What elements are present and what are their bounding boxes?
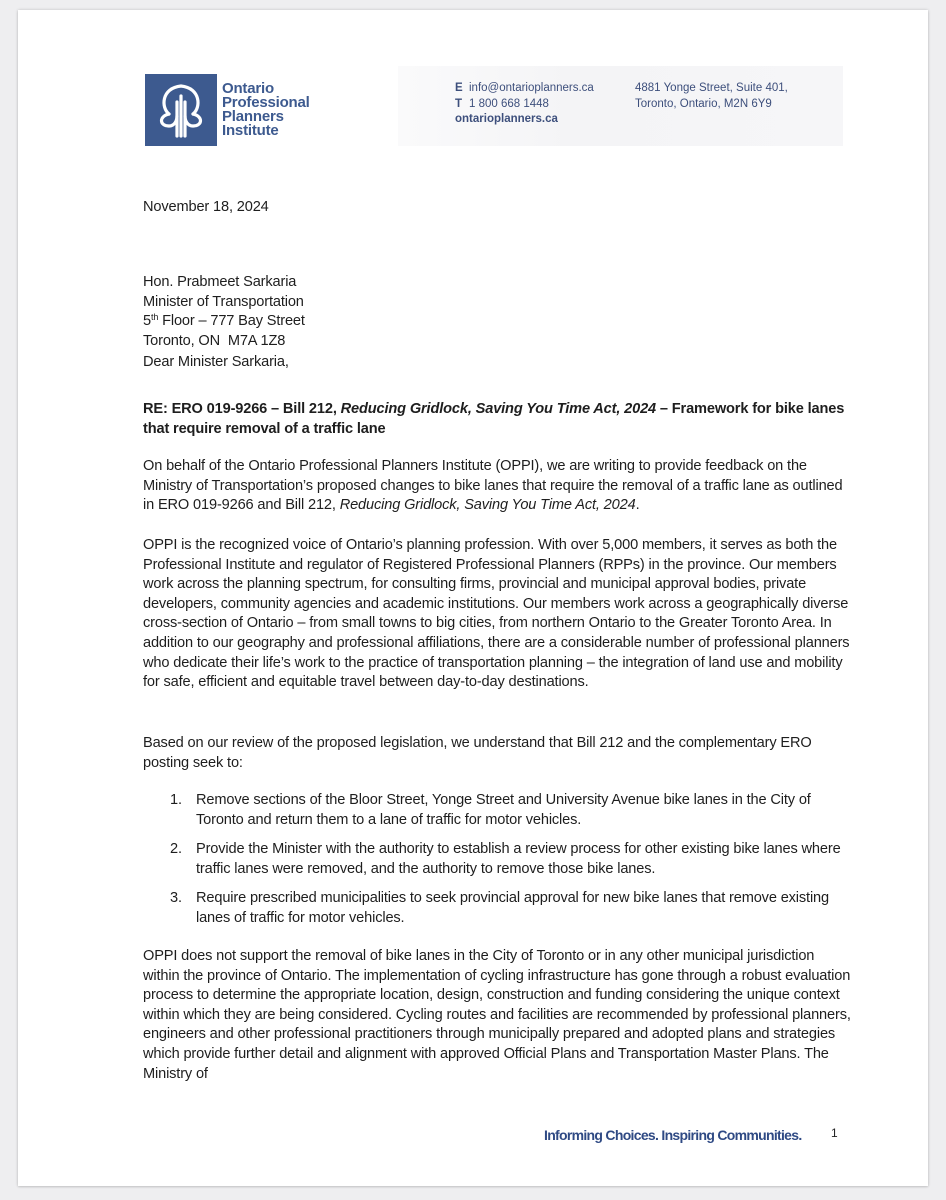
logo-text-line: Planners xyxy=(222,108,284,125)
floor-number: 5 xyxy=(143,313,151,330)
contact-details xyxy=(455,81,594,128)
subject-act-title: Reducing Gridlock, Saving You Time Act, 2024 xyxy=(340,401,657,417)
oppi-logo-icon xyxy=(145,74,217,146)
letter-page xyxy=(18,10,928,1186)
list-item-text: Require prescribed municipalities to seek provincial approval for new bike lanes that remove existing lanes of traffic for motor vehicles. xyxy=(196,890,829,926)
recipient-name: Hon. Prabmeet Sarkaria xyxy=(143,274,297,290)
org-address-line2: Toronto, Ontario, M2N 6Y9 xyxy=(635,97,772,110)
list-item-number: 2. xyxy=(170,841,182,858)
paragraph-review: Based on our review of the proposed legislation, we understand that Bill 212 and the complementary ERO posting seek to: xyxy=(143,735,812,771)
phone-number: 1 800 668 1448 xyxy=(469,97,549,110)
logo-text-line: Institute xyxy=(222,122,279,139)
paragraph-intro xyxy=(143,457,853,516)
paragraph-intro-act-title: Reducing Gridlock, Saving You Time Act, 2024 xyxy=(339,497,636,514)
floor-ordinal: th xyxy=(150,312,159,323)
email-link[interactable]: info@ontarioplanners.ca xyxy=(469,82,594,94)
letter-date: November 18, 2024 xyxy=(143,199,269,215)
phone-line xyxy=(455,97,594,113)
list-item xyxy=(170,889,850,928)
footer-tagline: Informing Choices. Inspiring Communities. xyxy=(544,1127,802,1143)
salutation: Dear Minister Sarkaria, xyxy=(143,354,289,370)
subject-suffix: – Framework for bike lanes that require removal of a traffic lane xyxy=(143,401,845,437)
street-address: Floor – 777 Bay Street xyxy=(158,313,305,330)
paragraph-intro-text: On behalf of the Ontario Professional Planners Institute (OPPI), we are writing to provide feedback on the Ministry of Transportation’s proposed changes to bike lanes that require the removal of a traffic lane as outlined in ERO 019-9266 and Bill 212, xyxy=(143,458,843,514)
subject-prefix: RE: ERO 019-9266 – Bill 212, xyxy=(143,401,341,417)
list-item-number: 1. xyxy=(170,792,182,808)
org-address-line1: 4881 Yonge Street, Suite 401, xyxy=(635,82,788,94)
recipient-address xyxy=(143,273,853,351)
recipient-title: Minister of Transportation xyxy=(143,293,304,310)
paragraph-intro-end: . xyxy=(635,497,640,514)
list-item-text: Provide the Minister with the authority to establish a review process for other existing bike lanes where traffic lanes were removed, and the authority to remove those bike lanes. xyxy=(196,841,841,877)
paragraph-position: OPPI does not support the removal of bike lanes in the City of Toronto or in any other municipal jurisdiction within the province of Ontario. The implementation of cycling infrastructure has gone through a robust evaluation process to determine the appropriate location, design, construction and funding considering the unique context within which they are being considered. Cycling routes and facilities are recommended by professional planners, engineers and other professional practitioners through municipally prepared and adopted plans and strategies which provide further detail and alignment with approved Official Plans and Transportation Master Plans. The Ministry of xyxy=(143,948,851,1082)
list-item xyxy=(170,840,850,879)
email-label: E xyxy=(455,82,463,94)
list-item-number: 3. xyxy=(170,890,182,907)
subject-line xyxy=(143,400,853,439)
logo-text-line: Professional xyxy=(222,94,310,111)
logo-text-line: Ontario xyxy=(222,80,274,97)
bill-provisions-list xyxy=(170,791,850,939)
phone-label: T xyxy=(455,97,463,110)
list-item xyxy=(170,791,850,830)
email-line xyxy=(455,81,594,97)
recipient-street xyxy=(143,312,853,332)
page-number: 1 xyxy=(831,1126,838,1140)
org-address xyxy=(635,81,788,112)
paragraph-about-oppi: OPPI is the recognized voice of Ontario’s planning profession. With over 5,000 members, it serves as both the Professional Institute and regulator of Registered Professional Planners (RPPs) in the province. Our members work across the planning spectrum, for consulting firms, provincial and municipal approval bodies, private developers, community agencies and academic institutions. Our members work across a geographically diverse cross-section of Ontario – from small towns to big cities, from northern Ontario to the Greater Toronto Area. In addition to our geography and professional affiliations, there are a considerable number of professional planners who dedicate their life’s work to the practice of transportation planning – the integration of land use and mobility for safe, efficient and equitable travel between day-to-day destinations. xyxy=(143,537,850,691)
recipient-city: Toronto, ON M7A 1Z8 xyxy=(143,332,286,349)
list-item-text: Remove sections of the Bloor Street, Yonge Street and University Avenue bike lanes in the City of Toronto and return them to a lane of traffic for motor vehicles. xyxy=(196,792,811,828)
oppi-logo-wordmark xyxy=(222,82,310,138)
oppi-logo xyxy=(145,74,310,146)
website-link[interactable]: ontarioplanners.ca xyxy=(455,113,558,125)
